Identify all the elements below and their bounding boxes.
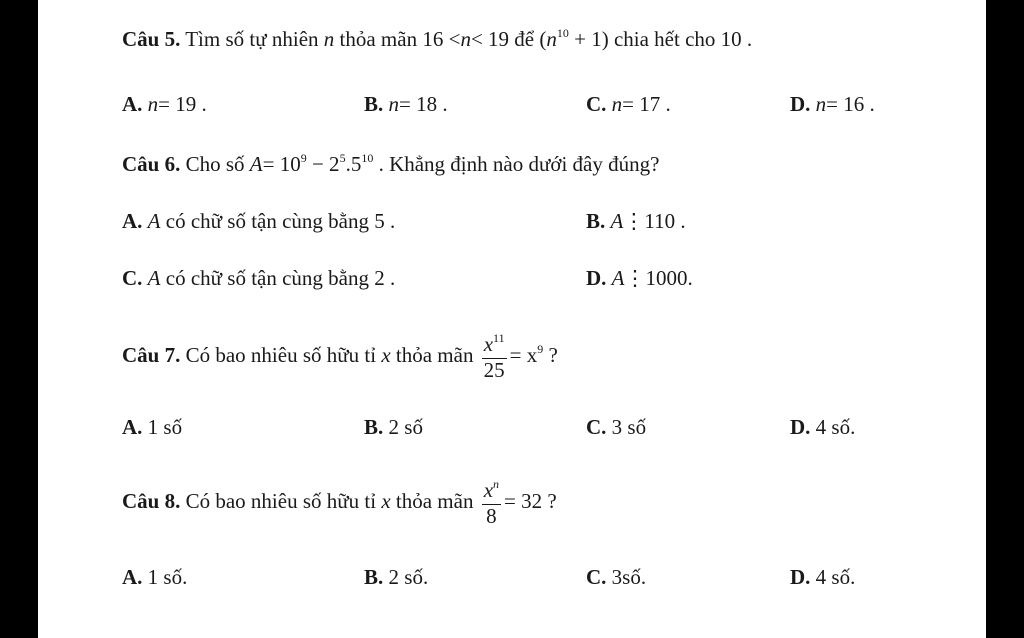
question-label: Câu 6. [122,152,181,176]
question-6 [122,151,1024,180]
math-var: A [610,209,624,233]
math-exponent: 5 [339,151,346,165]
option-text: có chữ số tận cùng bằng 5 . [165,209,396,233]
math-var: x [483,478,494,503]
option-text: = 16 . [826,92,875,116]
math-var: n [388,92,400,116]
option-text: 4 số. [815,415,856,439]
math-exponent: 9 [537,342,544,356]
option-b[interactable] [586,208,686,234]
math-expr: .5 [345,152,362,176]
math-var: A [611,266,625,290]
math-var: n [611,92,623,116]
option-key: D. [790,92,811,116]
question-label: Câu 7. [122,343,181,367]
option-text: = 18 . [399,92,448,116]
question-text: Tìm số tự nhiên [185,27,319,51]
math-expr: + 1) [574,27,609,51]
math-var: n [815,92,827,116]
math-var: A [249,152,263,176]
option-key: D. [586,266,607,290]
option-text: = 19 . [158,92,207,116]
option-key: B. [586,209,606,233]
option-c[interactable] [122,265,395,291]
math-expr: ( [539,27,547,51]
math-exponent: 9 [300,151,307,165]
question-text: để [514,27,535,51]
math-var: n [323,27,335,51]
question-text: ? [547,489,557,513]
math-expr: = x [509,343,538,367]
fraction-numerator [482,479,501,505]
option-key: C. [122,266,143,290]
question-8 [122,474,1024,528]
question-7 [122,328,1024,382]
option-text: 3số. [611,565,647,589]
math-var: n [460,27,471,51]
math-exponent: 10 [361,151,374,165]
option-key: A. [122,92,143,116]
option-text: ⋮110 . [623,209,686,233]
math-exponent: 10 [556,26,569,40]
question-label: Câu 5. [122,27,181,51]
option-c[interactable] [586,91,671,117]
question-text: thỏa mãn [395,489,474,513]
option-a[interactable] [122,414,182,440]
option-key: D. [790,565,811,589]
option-c[interactable] [586,414,646,440]
math-fraction [482,333,507,381]
option-d[interactable] [790,414,855,440]
math-expr: < 19 [470,27,510,51]
option-d[interactable] [790,91,875,117]
math-expr: 16 < [422,27,461,51]
option-key: C. [586,92,607,116]
option-key: B. [364,415,384,439]
option-key: A. [122,565,143,589]
question-text: . Khẳng định nào dưới đây đúng? [378,152,660,176]
option-text: 4 số. [815,565,856,589]
option-text: 3 số [611,415,647,439]
math-var: x [381,343,391,367]
option-key: A. [122,415,143,439]
option-a[interactable] [122,564,187,590]
math-var: x [381,489,391,513]
math-fraction [482,479,501,527]
question-label: Câu 8. [122,489,181,513]
question-text: chia hết cho 10 . [613,27,753,51]
option-c[interactable] [586,564,646,590]
math-var: n [147,92,159,116]
math-var: A [147,266,161,290]
option-b[interactable] [364,564,428,590]
option-text: 2 số. [388,565,429,589]
question-text: Có bao nhiêu số hữu tỉ [185,343,377,367]
question-text: Cho số [185,152,245,176]
fraction-numerator [482,333,507,359]
math-var: x [483,332,494,357]
option-d[interactable] [586,265,693,291]
option-key: C. [586,565,607,589]
option-b[interactable] [364,414,423,440]
option-key: A. [122,209,143,233]
option-text: ⋮1000. [624,266,693,290]
option-text: = 17 . [622,92,671,116]
option-a[interactable] [122,208,395,234]
math-expr: = 10 [262,152,301,176]
document-page [38,0,986,638]
option-text: 1 số [147,415,183,439]
fraction-denominator: 25 [483,358,505,383]
question-text: thỏa mãn [395,343,474,367]
math-expr: − 2 [311,152,340,176]
option-key: B. [364,92,384,116]
question-text: thỏa mãn [339,27,418,51]
option-b[interactable] [364,91,448,117]
math-var: A [147,209,161,233]
math-exponent: n [493,477,500,492]
option-text: 2 số [388,415,423,439]
math-exponent: 11 [493,331,505,346]
option-key: B. [364,565,384,589]
question-text: Có bao nhiêu số hữu tỉ [185,489,377,513]
option-text: 1 số. [147,565,188,589]
math-var: n [546,27,557,51]
fraction-denominator: 8 [486,504,497,529]
question-5 [122,26,1024,55]
math-expr: = 32 [504,489,543,513]
option-key: C. [586,415,607,439]
question-text: ? [548,343,558,367]
option-a[interactable] [122,91,207,117]
option-key: D. [790,415,811,439]
option-text: có chữ số tận cùng bằng 2 . [165,266,396,290]
option-d[interactable] [790,564,855,590]
